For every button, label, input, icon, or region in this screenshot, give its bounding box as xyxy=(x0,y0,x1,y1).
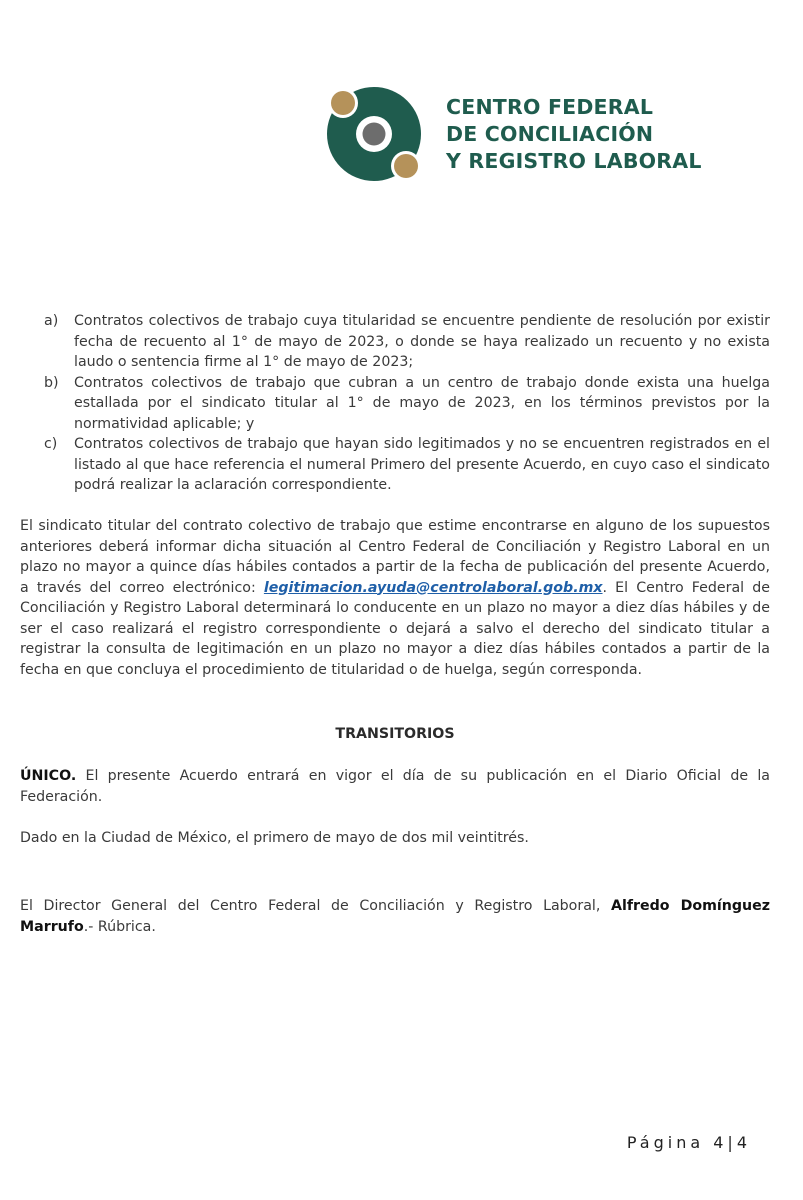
section-title-transitorios: TRANSITORIOS xyxy=(335,726,455,742)
org-name-line-3: Y REGISTRO LABORAL xyxy=(446,149,702,173)
list-item xyxy=(44,434,770,496)
cfcrl-logo-icon xyxy=(326,86,422,182)
list-item xyxy=(44,373,770,435)
director-rubrica: .- Rúbrica. xyxy=(83,918,156,935)
unico-label: ÚNICO. xyxy=(20,768,77,784)
email-link[interactable]: legitimacion.ayuda@centrolaboral.gob.mx xyxy=(263,579,603,596)
list-item-text: Contratos colectivos de trabajo cuya titularidad se encuentre pendiente de resolución por existir fecha de recuento al 1° de mayo de 2023, o donde se haya realizado un recuento y no exista laudo o sentencia firme al 1° de mayo de 2023; xyxy=(74,313,770,370)
unico-paragraph xyxy=(20,766,770,807)
org-name xyxy=(446,94,702,175)
conditions-list xyxy=(44,311,770,496)
org-name-line-2: DE CONCILIACIÓN xyxy=(446,122,654,146)
list-marker: b) xyxy=(44,374,59,391)
main-paragraph-text-after: . El Centro Federal de Conciliación y Registro Laboral determinará lo conducente en un plazo no mayor a diez días hábiles y de ser el caso realizará el registro correspondiente o dejará a salvo el derecho del sindicato titular a registrar la consulta de legitimación en un plazo no mayor a diez días hábiles contados a partir de la fecha en que concluya el procedimiento de titularidad o de huelga, según corresponda. xyxy=(20,579,770,678)
list-item-text: Contratos colectivos de trabajo que cubran a un centro de trabajo donde exista una huelga estallada por el sindicato titular al 1° de mayo de 2023, en los términos previstos por la normatividad aplicable; y xyxy=(74,374,770,432)
list-marker: c) xyxy=(44,436,58,452)
main-paragraph-text-before: El sindicato titular del contrato colectivo de trabajo que estime encontrarse en alguno de los supuestos anteriores deberá informar dicha situación al Centro Federal de Conciliación y Registro Laboral en un plazo no mayor a quince días hábiles contados a partir de la fecha de publicación del presente Acuerdo, a través del correo electrónico: xyxy=(20,518,770,596)
main-paragraph xyxy=(20,516,770,680)
page-number: Página 4|4 xyxy=(626,1133,751,1152)
director-text: El Director General del Centro Federal de Conciliación y Registro Laboral, xyxy=(20,898,611,914)
director-paragraph xyxy=(20,896,770,937)
dado-paragraph: Dado en la Ciudad de México, el primero de mayo de dos mil veintitrés. xyxy=(20,830,529,846)
org-name-line-1: CENTRO FEDERAL xyxy=(446,95,654,119)
list-marker: a) xyxy=(44,313,59,329)
list-item-text: Contratos colectivos de trabajo que hayan sido legitimados y no se encuentren registrados en el listado al que hace referencia el numeral Primero del presente Acuerdo, en cuyo caso el sindicato podrá realizar la aclaración correspondiente. xyxy=(74,436,770,493)
unico-text: El presente Acuerdo entrará en vigor el día de su publicación en el Diario Oficial de la Federación. xyxy=(20,768,770,805)
director-name: Alfredo Domínguez Marrufo xyxy=(20,898,770,935)
list-item xyxy=(44,311,770,373)
